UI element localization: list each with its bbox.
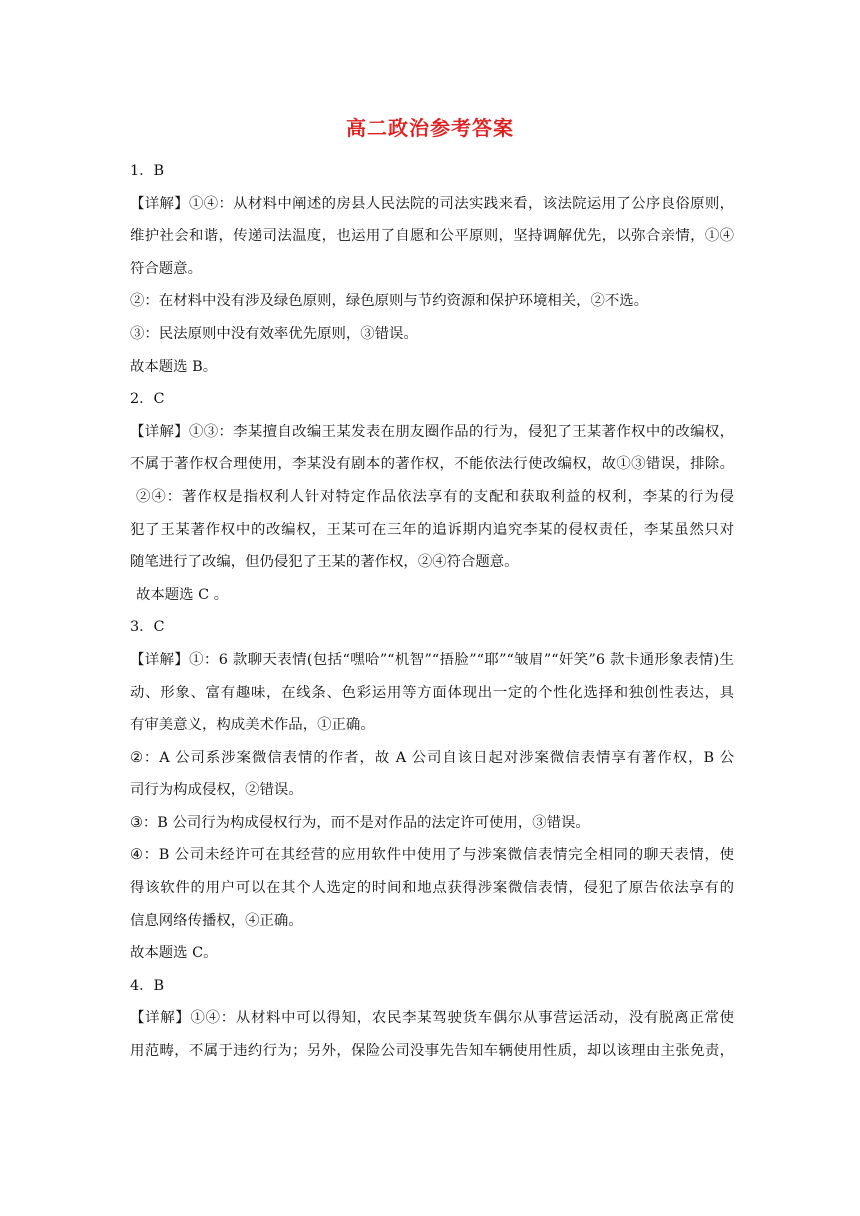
page-title: 高二政治参考答案	[346, 116, 514, 140]
answer-line: 故本题选 C。	[130, 945, 218, 962]
answer-line: 犯了王某著作权中的改编权，王某可在三年的追诉期内追究李某的侵权责任，李某虽然只对	[130, 521, 734, 538]
answer-line: 故本题选 C 。	[136, 586, 229, 603]
answer-line: ②：A 公司系涉案微信表情的作者，故 A 公司自该日起对涉案微信表情享有著作权，B 公	[130, 749, 734, 766]
question-number: 1．B	[130, 163, 165, 179]
answer-line: 符合题意。	[130, 260, 202, 277]
question-number: 3．C	[130, 619, 165, 636]
answer-line: 维护社会和谐，传递司法温度，也运用了自愿和公平原则，坚持调解优先，以弥合亲情，①④	[130, 228, 734, 245]
answer-line: 【详解】①④：从材料中阐述的房县人民法院的司法实践来看，该法院运用了公序良俗原则，	[130, 195, 734, 212]
answer-line: ③：B 公司行为构成侵权行为，而不是对作品的法定许可使用，③错误。	[130, 814, 590, 831]
answer-line: 用范畴，不属于违约行为；另外，保险公司没事先告知车辆使用性质，却以该理由主张免责，	[130, 1043, 734, 1060]
answer-content	[130, 155, 734, 1068]
answer-line: 【详解】①③：李某擅自改编王某发表在朋友圈作品的行为，侵犯了王某著作权中的改编权，	[130, 423, 734, 440]
answer-line: 得该软件的用户可以在其个人选定的时间和地点获得涉案微信表情，侵犯了原告依法享有的	[130, 880, 734, 897]
answer-line: 【详解】①④：从材料中可以得知，农民李某驾驶货车偶尔从事营运活动，没有脱离正常使	[130, 1010, 734, 1027]
answer-line: 信息网络传播权，④正确。	[130, 912, 303, 929]
answer-line: ②：在材料中没有涉及绿色原则，绿色原则与节约资源和保护环境相关，②不选。	[130, 293, 649, 310]
answer-line: 有审美意义，构成美术作品，①正确。	[130, 717, 375, 734]
answer-line: ②④：著作权是指权利人针对特定作品依法享有的支配和获取利益的权利，李某的行为侵	[136, 488, 734, 505]
question-number: 2．C	[130, 391, 165, 408]
question-number: 4．B	[130, 977, 165, 994]
answer-line: 不属于著作权合理使用，李某没有剧本的著作权，不能依法行使改编权，故①③错误，排除。	[130, 456, 734, 473]
answer-line: 【详解】①：6 款聊天表情(包括“嘿哈”“机智”“捂脸”“耶”“皱眉”“奸笑”6 款卡通形象表情)生	[130, 651, 734, 668]
answer-line: 故本题选 B。	[130, 358, 218, 375]
answer-line: ③：民法原则中没有效率优先原则，③错误。	[130, 325, 418, 342]
answer-line: ④：B 公司未经许可在其经营的应用软件中使用了与涉案微信表情完全相同的聊天表情，使	[130, 847, 734, 864]
answer-line: 随笔进行了改编，但仍侵犯了王某的著作权，②④符合题意。	[130, 554, 519, 571]
answer-line: 司行为构成侵权，②错误。	[130, 782, 303, 799]
answer-line: 动、形象、富有趣味，在线条、色彩运用等方面体现出一定的个性化选择和独创性表达，具	[130, 684, 734, 701]
